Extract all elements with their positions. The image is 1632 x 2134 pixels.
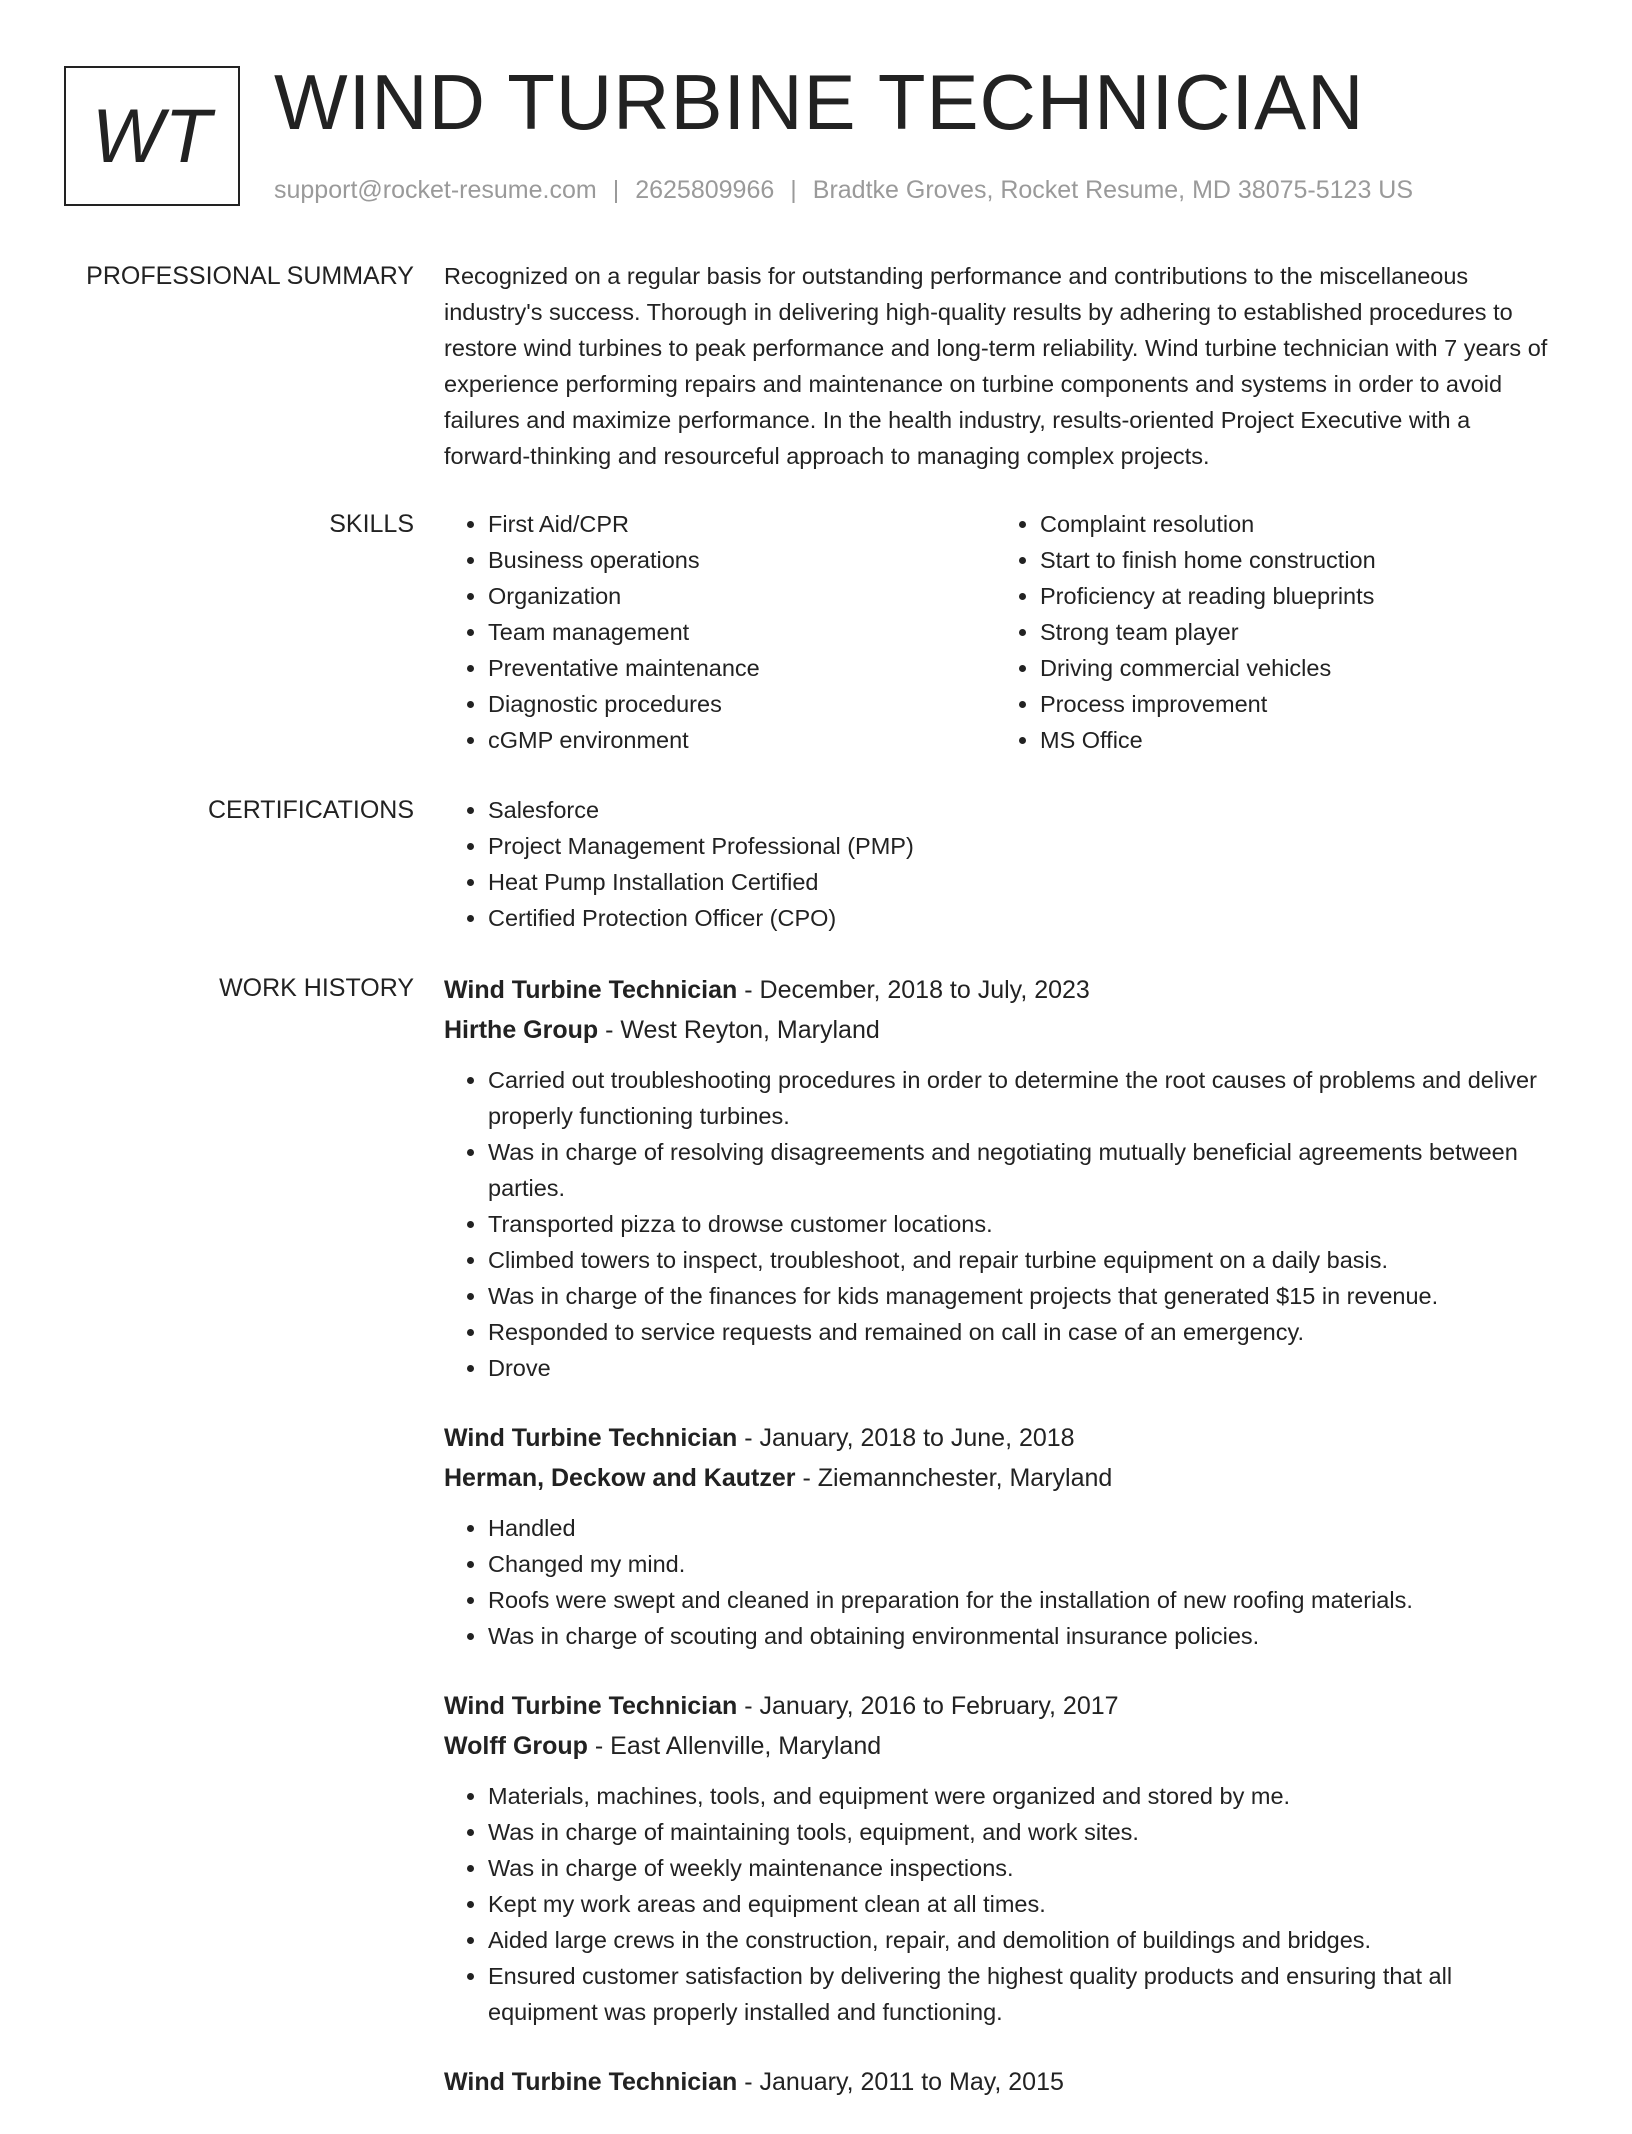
list-item: • Changed my mind. [488, 1546, 1548, 1582]
job-bullets [444, 1778, 1548, 2030]
job-title: Wind Turbine Technician [444, 976, 738, 1004]
job-title-line [444, 970, 1548, 1010]
list-item: • Was in charge of the finances for kids management projects that generated $15 in revenue. [488, 1278, 1548, 1314]
list-item: • Heat Pump Installation Certified [488, 864, 1548, 900]
list-item: • MS Office [1040, 722, 1548, 758]
list-item: • Ensured customer satisfaction by delivering the highest quality products and ensuring that all equipment was properly installed and functioning. [488, 1958, 1548, 2030]
list-item: • Strong team player [1040, 614, 1548, 650]
list-item: • Organization [488, 578, 996, 614]
list-item: • Was in charge of scouting and obtaining environmental insurance policies. [488, 1618, 1548, 1654]
contact-separator: | [612, 176, 620, 204]
job-company: Hirthe Group [444, 1016, 599, 1044]
contact-line [274, 172, 1413, 208]
list-item: • Aided large crews in the construction, repair, and demolition of buildings and bridges. [488, 1922, 1548, 1958]
job-dates: - January, 2011 to May, 2015 [737, 2068, 1064, 2096]
certifications-body [444, 792, 1548, 936]
contact-email[interactable]: support@rocket-resume.com [274, 176, 597, 204]
job-title: Wind Turbine Technician [444, 1692, 738, 1720]
job-entry [444, 2062, 1548, 2102]
resume-name: WIND TURBINE TECHNICIAN [274, 58, 1365, 146]
list-item: • Complaint resolution [1040, 506, 1548, 542]
list-item: • Preventative maintenance [488, 650, 996, 686]
list-item: • Roofs were swept and cleaned in preparation for the installation of new roofing materials. [488, 1582, 1548, 1618]
job-company-line [444, 1726, 1548, 1766]
list-item: • Was in charge of maintaining tools, equipment, and work sites. [488, 1814, 1548, 1850]
job-dates: - January, 2016 to February, 2017 [737, 1692, 1119, 1720]
list-item: • Transported pizza to drowse customer locations. [488, 1206, 1548, 1242]
contact-address: Bradtke Groves, Rocket Resume, MD 38075-5123 US [812, 176, 1414, 204]
summary-label: PROFESSIONAL SUMMARY [86, 262, 414, 290]
job-location: - West Reyton, Maryland [598, 1016, 880, 1044]
list-item: • Was in charge of resolving disagreements and negotiating mutually beneficial agreements between parties. [488, 1134, 1548, 1206]
work-history-body [444, 970, 1548, 2134]
certifications-list [444, 792, 1548, 936]
summary-body [444, 258, 1548, 474]
list-item: • Certified Protection Officer (CPO) [488, 900, 1548, 936]
skills-body [444, 506, 1548, 758]
list-item: • Materials, machines, tools, and equipment were organized and stored by me. [488, 1778, 1548, 1814]
list-item: • First Aid/CPR [488, 506, 996, 542]
list-item: • Team management [488, 614, 996, 650]
job-company: Wolff Group [444, 1732, 588, 1760]
job-title: Wind Turbine Technician [444, 1424, 738, 1452]
list-item: • Kept my work areas and equipment clean at all times. [488, 1886, 1548, 1922]
job-location: - Ziemannchester, Maryland [795, 1464, 1113, 1492]
job-company: Herman, Deckow and Kautzer [444, 1464, 796, 1492]
job-entry [444, 1686, 1548, 2030]
job-title: Wind Turbine Technician [444, 2068, 738, 2096]
job-entry [444, 970, 1548, 1386]
work-history-label: WORK HISTORY [219, 974, 414, 1002]
list-item: • Was in charge of weekly maintenance inspections. [488, 1850, 1548, 1886]
job-entry [444, 1418, 1548, 1654]
list-item: • Process improvement [1040, 686, 1548, 722]
list-item: • Start to finish home construction [1040, 542, 1548, 578]
job-title-line [444, 1418, 1548, 1458]
list-item: • Climbed towers to inspect, troubleshoot, and repair turbine equipment on a daily basis. [488, 1242, 1548, 1278]
list-item: • cGMP environment [488, 722, 996, 758]
list-item: • Proficiency at reading blueprints [1040, 578, 1548, 614]
skills-label: SKILLS [329, 510, 414, 538]
job-dates: - December, 2018 to July, 2023 [737, 976, 1090, 1004]
skills-list-right [996, 506, 1548, 758]
job-bullets [444, 1062, 1548, 1386]
list-item: • Carried out troubleshooting procedures in order to determine the root causes of problems and deliver properly functioning turbines. [488, 1062, 1548, 1134]
list-item: • Diagnostic procedures [488, 686, 996, 722]
job-company-line [444, 1010, 1548, 1050]
list-item: • Drove [488, 1350, 1548, 1386]
job-bullets [444, 1510, 1548, 1654]
monogram-initials: WT [91, 93, 213, 179]
list-item: • Handled [488, 1510, 1548, 1546]
job-company-line [444, 1458, 1548, 1498]
certifications-label: CERTIFICATIONS [207, 796, 414, 824]
job-title-line [444, 1686, 1548, 1726]
list-item: • Responded to service requests and remained on call in case of an emergency. [488, 1314, 1548, 1350]
list-item: • Business operations [488, 542, 996, 578]
job-title-line [444, 2062, 1548, 2102]
list-item: • Driving commercial vehicles [1040, 650, 1548, 686]
job-dates: - January, 2018 to June, 2018 [737, 1424, 1075, 1452]
summary-text: Recognized on a regular basis for outstanding performance and contributions to the miscellaneous industry's success. Thorough in delivering high-quality results by adhering to established procedures to restore wind turbines to peak performance and long-term reliability. Wind turbine technician with 7 years of experience performing repairs and maintenance on turbine components and systems in order to avoid failures and maximize performance. In the health industry, results-oriented Project Executive with a forward-thinking and resourceful approach to managing complex projects. [444, 263, 1548, 469]
monogram-box [64, 66, 240, 206]
contact-phone[interactable]: 2625809966 [635, 176, 775, 204]
contact-separator: | [790, 176, 797, 204]
list-item: • Project Management Professional (PMP) [488, 828, 1548, 864]
list-item: • Salesforce [488, 792, 1548, 828]
job-location: - East Allenville, Maryland [587, 1732, 882, 1760]
skills-list-left [444, 506, 996, 758]
